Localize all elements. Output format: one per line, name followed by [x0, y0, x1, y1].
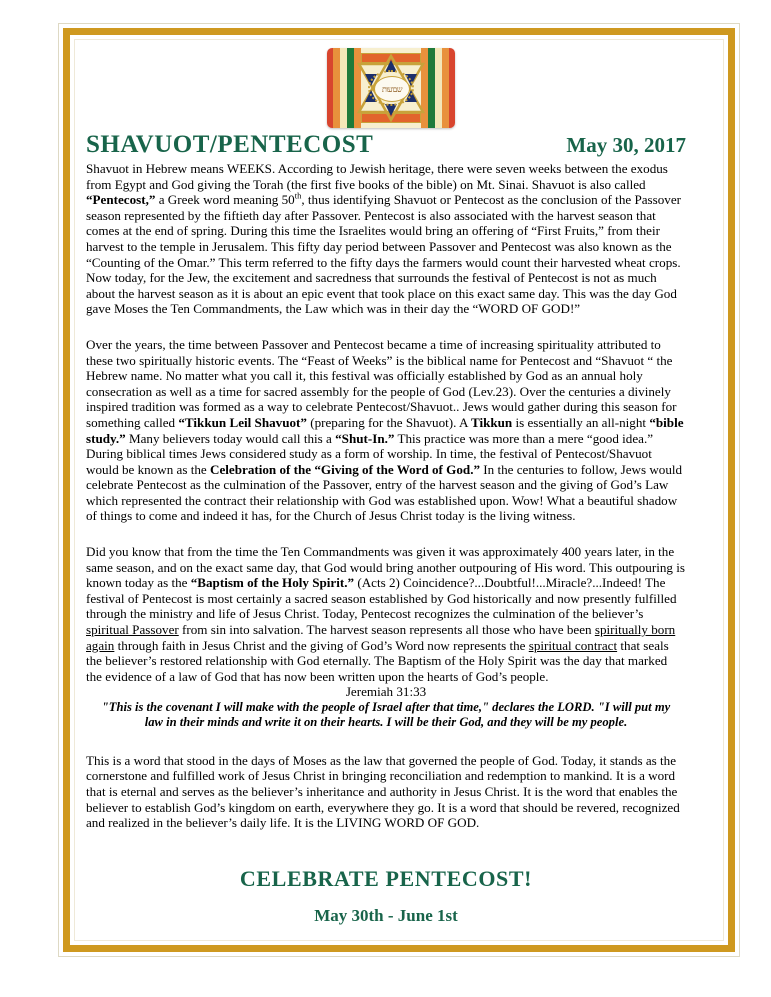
did-underline-spiritual-passover: spiritual Passover: [86, 622, 179, 638]
did-text-2: (Acts 2) Coincidence?...Doubtful!...Miracle?...Indeed! The festival of Pentecost is most certainly a sacred season established by God historically and now presently fulfilled through the ministry and life of Jesus Christ. Today, Pentecost recognizes the culmination of the believer’s: [86, 575, 677, 622]
did-text-5: that seals the believer’s restored relationship with God eternally. The Baptism of the Holy Spirit was the day that marked the evidence of a law of God that has now been written upon the hearts of God’s people.: [86, 637, 669, 684]
scripture-reference: Jeremiah 31:33: [345, 684, 427, 700]
over-bible-study-bold: “bible study.”: [86, 414, 684, 446]
paragraph-did-you-know: [86, 544, 686, 684]
intro-text-1: Shavuot in Hebrew means WEEKS. According to Jewish heritage, there were seven weeks between the exodus from Egypt and God giving the Torah (the first five books of the bible) on Mt. Sinai. Shavuot is also called: [86, 161, 668, 192]
scripture-quote: "This is the covenant I will make with the people of Israel after that time," declares the LORD. "I will put my law in their minds and write it on their hearts. I will be their God, and they will be my people.: [101, 700, 671, 730]
did-baptism-bold: “Baptism of the Holy Spirit.”: [190, 575, 355, 591]
over-text-1: Over the years, the time between Passover and Pentecost became a time of increasing spirituality attributed to these two spiritually historic events. The “Feast of Weeks” is the biblical name for Pentecost and “Shavuot “ the Hebrew name. No matter what you call it, this festival was officially established by God as an annual holy consecration as well as a time for sacred assembly for the people of God (Lev.23). Over the centuries a divinely inspired tradition was formed as a way to celebrate Pentecost/Shavuot.. Jews would gather during this season for something called: [86, 336, 677, 430]
paragraph-over-the-years: [86, 337, 686, 524]
intro-text-2: a Greek word meaning 50: [155, 192, 295, 208]
did-text-1: Did you know that from the time the Ten Commandments was given it was approximately 400 years later, in the same season, and on the exact same day, that God would bring another outpouring of His word. This outpouring is known today as the: [86, 544, 685, 591]
closing-dates: May 30th - June 1st: [314, 905, 458, 925]
did-underline-spiritual-contract: spiritual contract: [528, 637, 618, 653]
did-text-3: from sin into salvation. The harvest season represents all those who have been: [178, 622, 595, 638]
over-celebration-bold: Celebration of the “Giving of the Word of God.”: [210, 461, 481, 477]
page-title: SHAVUOT/PENTECOST: [86, 131, 374, 158]
emblem-container: [86, 48, 686, 134]
over-text-2: (preparing for the Shavuot). A: [306, 414, 471, 430]
closing-block: [86, 867, 686, 926]
over-text-4: Many believers today would call this a: [125, 430, 336, 446]
over-text-5: This practice was more than a mere “good idea.” During biblical times Jews considered study as a form of worship. In time, the festival of Pentecost/Shavuot would be known as the: [86, 430, 654, 477]
over-tikkun-bold: Tikkun: [470, 414, 513, 430]
over-text-6: In the centuries to follow, Jews would celebrate Pentecost as the culmination of the Passover, entry of the harvest season and the giving of God’s Law which represented the contract their relationship with God was established upon. Wow! What a beautiful shadow of things to come and indeed it has, for the Church of Jesus Christ today is the living witness.: [86, 461, 683, 524]
paragraph-final: This is a word that stood in the days of Moses as the law that governed the people of God. Today, it stands as the cornerstone and fulfilled work of Jesus Christ in bringing reconciliation and redemption to mankind. It is a word that is eternal and serves as the believer’s inheritance and authority in Jesus Christ. It is the word that enables the believer to establish God’s kingdom on earth, everywhere they go. It is a word that should be revered, recognized and realized in the believer’s daily life. It is the LIVING WORD OF GOD.: [86, 752, 680, 831]
document-content: [86, 48, 686, 928]
over-tikkun-leil-shavuot-bold: “Tikkun Leil Shavuot”: [178, 414, 307, 430]
page-date: May 30, 2017: [566, 133, 686, 157]
title-row: [86, 132, 686, 157]
paragraph-intro: [86, 161, 686, 317]
emblem-center-medallion: [374, 76, 410, 102]
intro-text-3: , thus identifying Shavuot or Pentecost as the conclusion of the Passover season represented by the fiftieth day after Passover. Pentecost is also associated with the harvest season that comes at the end of spring. During this time the Israelites would bring an offering of “First Fruits,” from their harvest to the temple in Jerusalem. This fifty day period between Passover and Pentecost was also known as the “Counting of the Omar.” This term referred to the fifty days the farmers would count their harvested wheat crops. Now today, for the Jew, the excitement and sacredness that surrounds the festival of Pentecost is not as much about the harvest season as it is about an epic event that took place on this exact same day. This was the day God gave Moses the Ten Commandments, the Law which was in their day the “WORD OF GOD!”: [86, 192, 682, 317]
closing-headline: CELEBRATE PENTECOST!: [239, 865, 533, 891]
intro-pentecost-bold: “Pentecost,”: [86, 192, 156, 208]
did-underline-spiritually-born-again: spiritually born again: [86, 622, 676, 653]
intro-superscript-th: th: [294, 190, 302, 201]
star-of-david-plaque-icon: [327, 48, 455, 128]
did-text-4: through faith in Jesus Christ and the giving of God’s Word now represents the: [114, 637, 529, 653]
emblem-hebrew-text: שבועות: [381, 84, 403, 94]
over-shut-in-bold: “Shut-In.”: [335, 430, 395, 446]
over-text-3: is essentially an all-night: [512, 414, 650, 430]
